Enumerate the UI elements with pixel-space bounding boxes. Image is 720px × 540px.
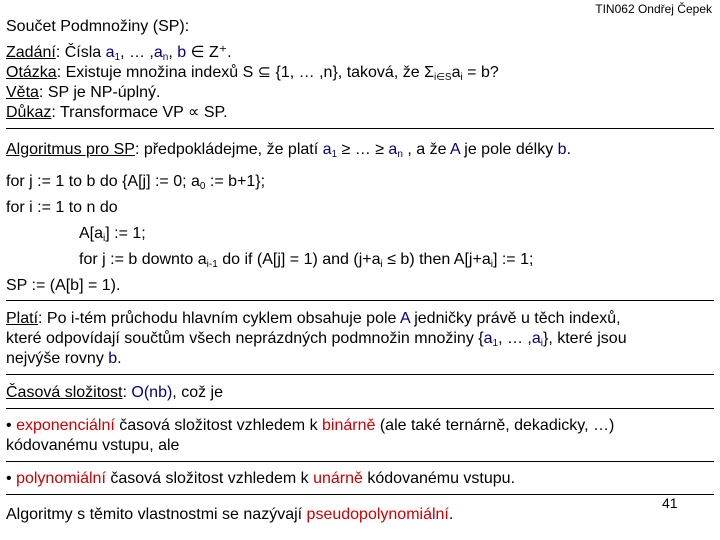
veta-line bbox=[6, 83, 160, 103]
code-text: do if (A[j] = 1) and (j+a bbox=[217, 251, 381, 268]
var-b: b bbox=[177, 44, 187, 61]
alg-text: : předpokládejme, že platí bbox=[134, 141, 323, 158]
sum-sub: i∈S bbox=[433, 72, 452, 83]
code-text: ] := 1; bbox=[105, 225, 146, 242]
sub-1: 1 bbox=[492, 338, 499, 349]
divider bbox=[6, 128, 714, 129]
casova-label: Časová složitost bbox=[6, 384, 123, 401]
casova-text: , což je bbox=[172, 384, 223, 401]
code-line-1 bbox=[6, 172, 265, 192]
alg-text: je pole délky bbox=[459, 141, 558, 158]
sub-i: i bbox=[490, 259, 493, 270]
sub-n: n bbox=[397, 149, 403, 160]
bullet-text: kódovanému vstupu. bbox=[362, 470, 516, 487]
divider bbox=[6, 461, 714, 462]
code-text: for j := 1 to b do {A[j] := 0; a bbox=[6, 173, 200, 190]
var-a: a bbox=[483, 330, 493, 347]
bullet-text: (ale také ternárně, dekadicky, …) bbox=[375, 417, 615, 434]
zadani-text: , bbox=[168, 44, 178, 61]
footer-text: Algoritmy s těmito vlastnostmi se nazývají bbox=[6, 506, 307, 523]
header-author: TIN062 Ondřej Čepek bbox=[595, 2, 712, 16]
code-text: ] := 1; bbox=[492, 251, 534, 268]
plati-text: : Po i-tém průchodu hlavním cyklem obsahuje pole bbox=[38, 310, 400, 327]
zadani-text: ∈ Z⁺. bbox=[186, 44, 232, 61]
code-line-3 bbox=[79, 224, 146, 244]
var-A: A bbox=[399, 310, 410, 327]
bullet-2-line bbox=[6, 469, 515, 489]
var-a: a bbox=[153, 44, 163, 61]
divider bbox=[6, 494, 714, 495]
plati-line-1 bbox=[6, 309, 621, 329]
var-a: a bbox=[531, 330, 541, 347]
plati-label: Platí bbox=[6, 310, 39, 327]
zadani-label: Zadání bbox=[6, 44, 56, 61]
var-a: a bbox=[105, 44, 115, 61]
sub-1: 1 bbox=[114, 52, 121, 63]
dukaz-line bbox=[6, 103, 228, 123]
complexity-onb: O(nb) bbox=[131, 384, 173, 401]
veta-label: Věta bbox=[6, 84, 39, 101]
plati-text: }, které jsou bbox=[543, 330, 627, 347]
plati-text: . bbox=[117, 350, 122, 367]
plati-line-2 bbox=[6, 329, 627, 349]
var-A: A bbox=[450, 141, 460, 158]
divider bbox=[6, 300, 714, 301]
sub-1: 1 bbox=[331, 149, 338, 160]
bullet-1-line-2: kódovanému vstupu, ale bbox=[6, 437, 180, 454]
divider bbox=[6, 408, 714, 409]
casova-line bbox=[6, 383, 223, 403]
plati-text: , … , bbox=[498, 330, 532, 347]
code-line-4 bbox=[79, 250, 533, 270]
dukaz-text: : Transformace VP ∝ SP. bbox=[51, 104, 228, 121]
alg-text: , a že bbox=[402, 141, 451, 158]
bullet-icon: • bbox=[6, 417, 12, 434]
bullet-text: časová složitost vzhledem k bbox=[105, 470, 314, 487]
sub-i: i bbox=[540, 338, 543, 349]
bullet-1-line-1 bbox=[6, 416, 614, 436]
veta-text: : SP je NP-úplný. bbox=[38, 84, 161, 101]
plati-text: nejvýše rovny bbox=[6, 350, 109, 367]
term-exponential: exponenciální bbox=[16, 417, 115, 434]
sub-n: n bbox=[162, 52, 169, 63]
term-binary: binárně bbox=[322, 417, 376, 434]
var-b: b bbox=[108, 350, 118, 367]
divider bbox=[6, 374, 714, 375]
alg-text: ≥ … ≥ bbox=[337, 141, 389, 158]
zadani-mid: , … , bbox=[120, 44, 154, 61]
algoritmus-line bbox=[6, 140, 571, 160]
sub-i: i bbox=[380, 259, 383, 270]
bullet-icon: • bbox=[6, 470, 12, 487]
page-number: 41 bbox=[662, 495, 678, 511]
plati-text: jedničky právě u těch indexů, bbox=[409, 310, 621, 327]
zadani-text: : Čísla bbox=[55, 44, 106, 61]
plati-line-3 bbox=[6, 349, 122, 369]
term-pseudopolynomial: pseudopolynomiální bbox=[306, 506, 449, 523]
var-a: a bbox=[388, 141, 398, 158]
zadani-line bbox=[6, 43, 232, 63]
otazka-line bbox=[6, 63, 499, 83]
var-a: a bbox=[322, 141, 332, 158]
code-text: := b+1}; bbox=[205, 173, 266, 190]
otazka-label: Otázka bbox=[6, 64, 57, 81]
code-text: A[a bbox=[79, 225, 104, 242]
footer-line bbox=[6, 505, 453, 525]
sub-i: i bbox=[103, 233, 106, 244]
sub-i-1: i-1 bbox=[206, 259, 218, 270]
slide-title: Součet Podmnožiny (SP): bbox=[6, 18, 190, 35]
bullet-text: časová složitost vzhledem k bbox=[114, 417, 323, 434]
alg-text: . bbox=[566, 141, 572, 158]
var-b: b bbox=[557, 141, 567, 158]
sub-0: 0 bbox=[199, 181, 206, 192]
otazka-text: a bbox=[451, 64, 461, 81]
footer-text: . bbox=[448, 506, 454, 523]
dukaz-label: Důkaz bbox=[6, 104, 52, 121]
plati-text: které odpovídají součtům všech neprázdných podmnožin množiny { bbox=[6, 330, 484, 347]
code-line-2: for i := 1 to n do bbox=[6, 199, 118, 216]
term-unary: unárně bbox=[313, 470, 363, 487]
otazka-text: : Existuje množina indexů S ⊆ {1, … ,n}, taková, že Σ bbox=[56, 64, 434, 81]
casova-text: : bbox=[122, 384, 132, 401]
code-text: for j := b downto a bbox=[79, 251, 207, 268]
code-line-5: SP := (A[b] = 1). bbox=[6, 277, 121, 294]
code-text: ≤ b) then A[j+a bbox=[382, 251, 491, 268]
otazka-text: = b? bbox=[462, 64, 499, 81]
sub-i: i bbox=[460, 72, 463, 83]
algoritmus-label: Algoritmus pro SP bbox=[6, 141, 135, 158]
term-polynomial: polynomiální bbox=[16, 470, 106, 487]
